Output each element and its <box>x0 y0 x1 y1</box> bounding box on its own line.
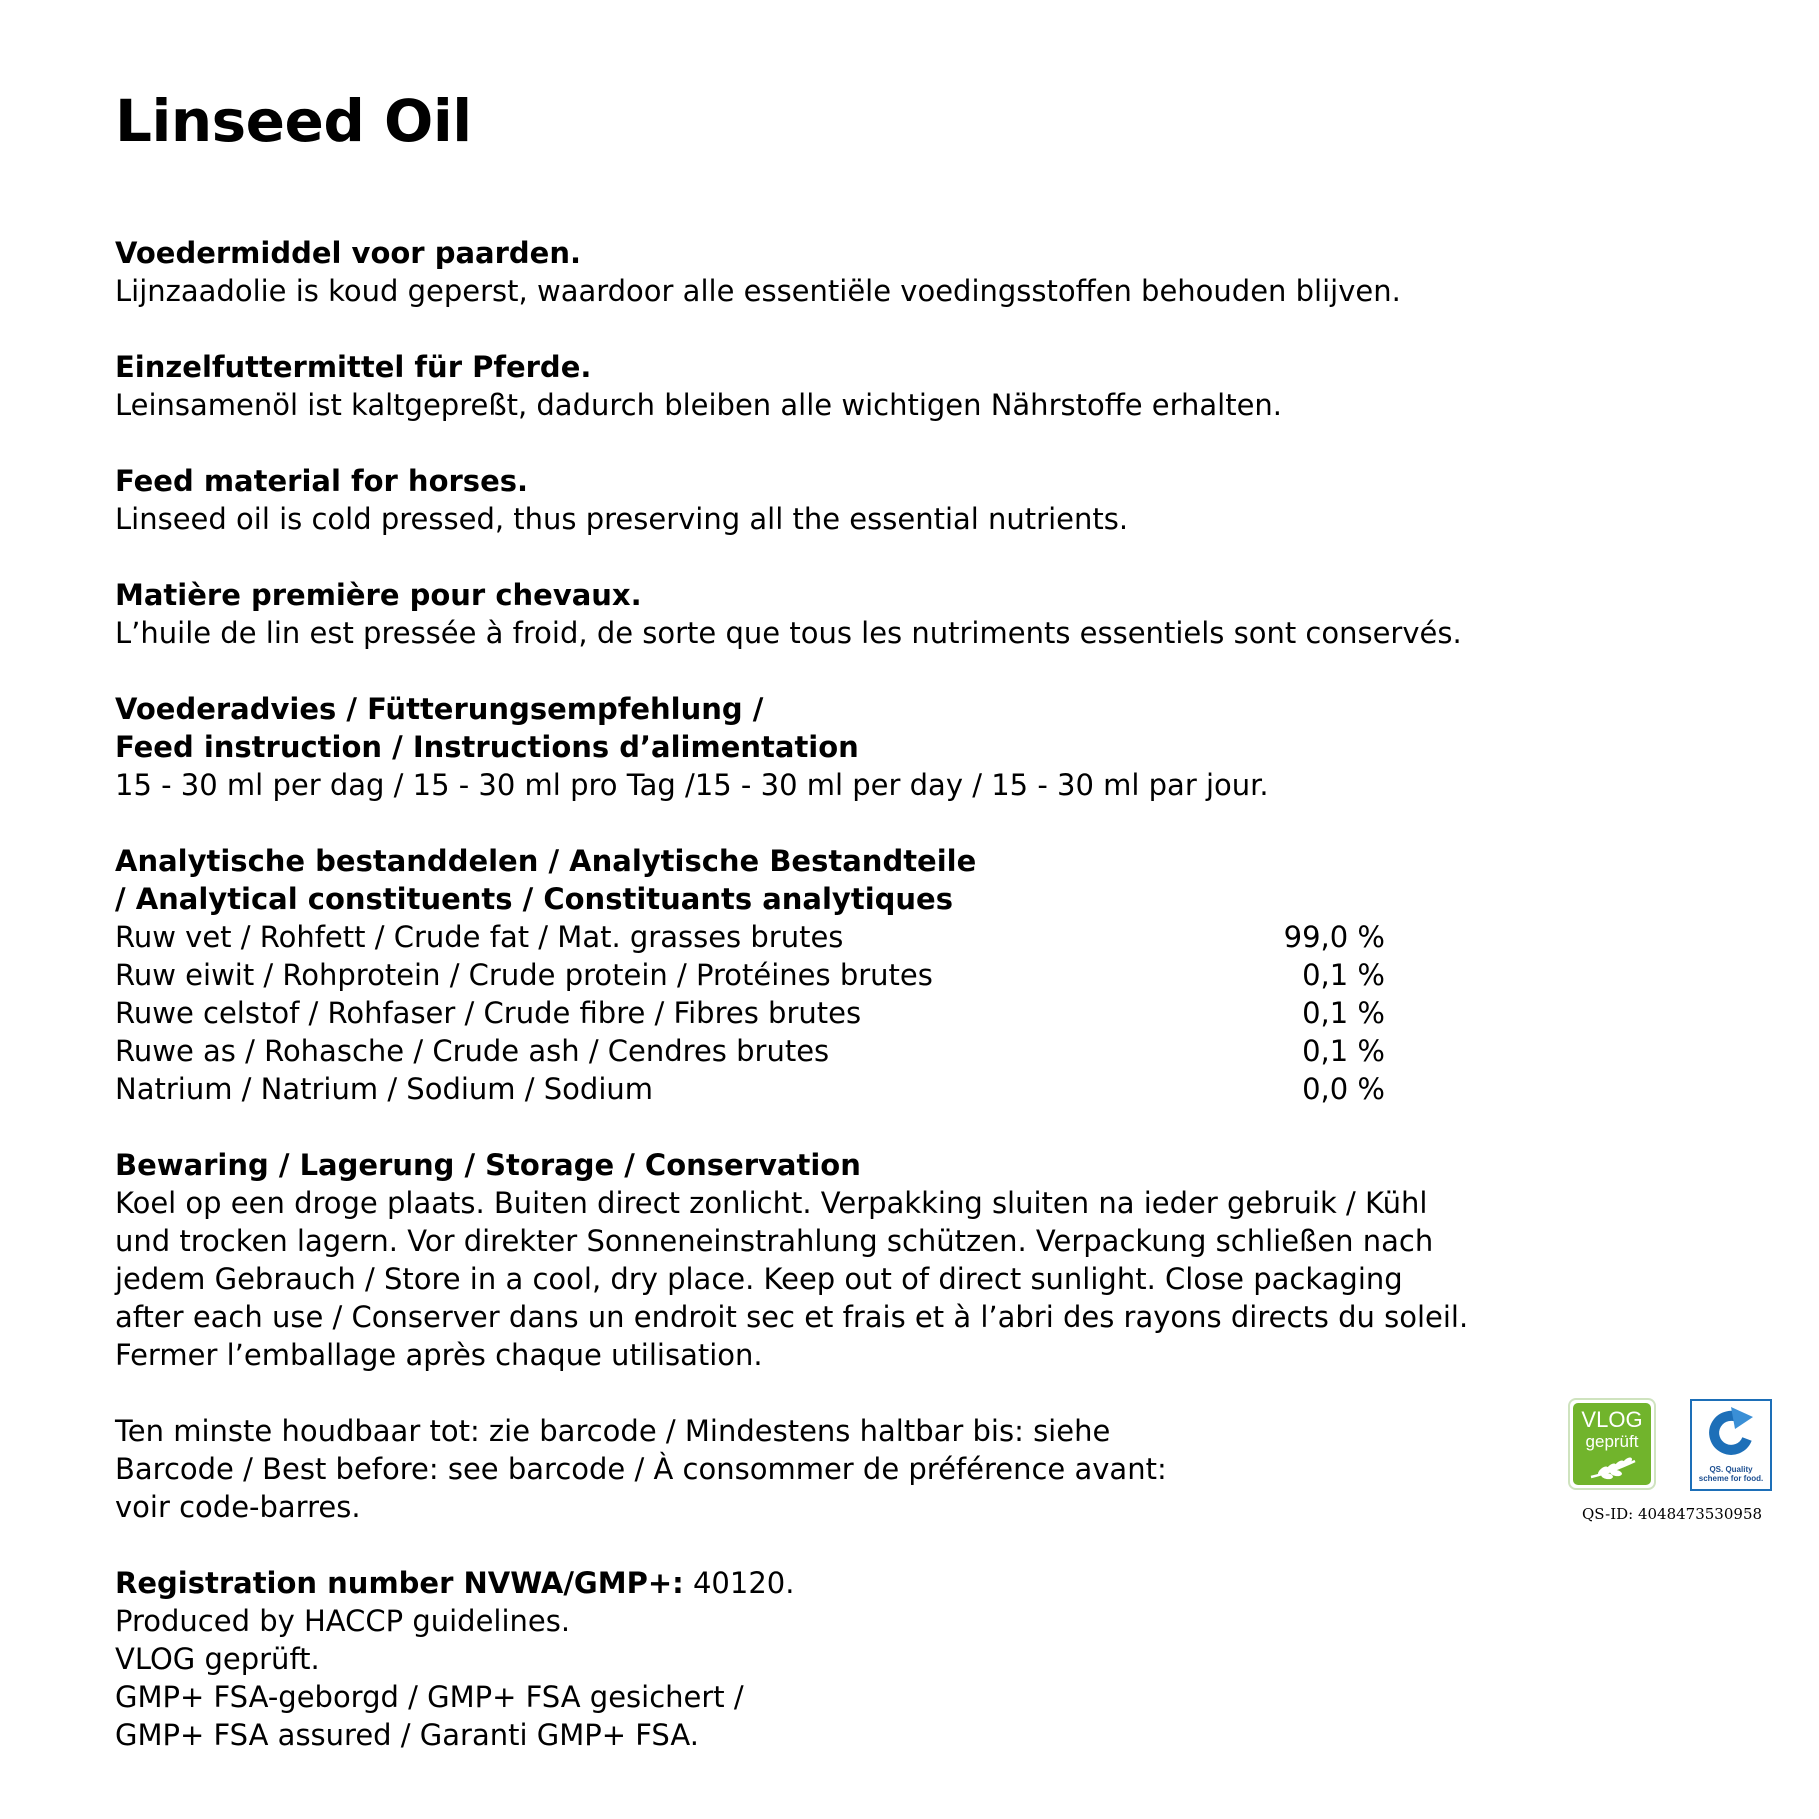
registration-number-line <box>115 1564 1385 1602</box>
feed-heading-line-1: Voederadvies / Fütterungsempfehlung / <box>115 692 764 726</box>
section-analytical-constituents <box>115 842 1385 1108</box>
feed-heading-line-2: Feed instruction / Instructions d’alimentation <box>115 730 859 764</box>
section-french <box>115 576 1462 652</box>
vlog-logo <box>1568 1398 1656 1490</box>
storage-line: und trocken lagern. Vor direkter Sonneneinstrahlung schützen. Verpackung schließen nach <box>115 1224 1434 1258</box>
section-text: Linseed oil is cold pressed, thus preserving all the essential nutrients. <box>115 502 1129 536</box>
section-heading: Einzelfuttermittel für Pferde. <box>115 350 592 384</box>
qs-logo <box>1690 1399 1772 1491</box>
qs-caption-line: scheme for food. <box>1698 1474 1764 1483</box>
section-german <box>115 348 1385 424</box>
storage-line: jedem Gebrauch / Store in a cool, dry place. Keep out of direct sunlight. Close packaging <box>115 1262 1403 1296</box>
nutrient-value: 0,1 % <box>1302 996 1385 1030</box>
section-heading: Feed material for horses. <box>115 464 529 498</box>
nutrient-label: Ruwe celstof / Rohfaser / Crude fibre / Fibres brutes <box>115 996 862 1030</box>
storage-line: after each use / Conserver dans un endroit sec et frais et à l’abri des rayons directs du soleil. <box>115 1300 1469 1334</box>
nutrient-label: Ruw vet / Rohfett / Crude fat / Mat. grasses brutes <box>115 920 844 954</box>
analytical-heading-line-1: Analytische bestanddelen / Analytische Bestandteile <box>115 844 977 878</box>
qs-arrow-icon <box>1701 1405 1761 1463</box>
registration-line: VLOG geprüft. <box>115 1642 320 1676</box>
best-before-line: Ten minste houdbaar tot: zie barcode / Mindestens haltbar bis: siehe <box>115 1414 1111 1448</box>
page-title: Linseed Oil <box>115 87 472 155</box>
section-heading: Matière première pour chevaux. <box>115 578 642 612</box>
nutrient-row-sodium <box>115 1070 1385 1108</box>
feed-text: 15 - 30 ml per dag / 15 - 30 ml pro Tag /15 - 30 ml per day / 15 - 30 ml par jour. <box>115 768 1269 802</box>
nutrient-label: Ruwe as / Rohasche / Crude ash / Cendres brutes <box>115 1034 830 1068</box>
nutrient-value: 0,1 % <box>1302 958 1385 992</box>
registration-line: GMP+ FSA assured / Garanti GMP+ FSA. <box>115 1718 699 1752</box>
nutrient-value: 0,0 % <box>1302 1072 1385 1106</box>
best-before-line: voir code-barres. <box>115 1490 361 1524</box>
nutrient-row-crude-ash <box>115 1032 1385 1070</box>
storage-line: Fermer l’emballage après chaque utilisation. <box>115 1338 763 1372</box>
section-feed-instruction <box>115 690 1385 804</box>
vlog-logo-subtext: geprüft <box>1585 1432 1639 1451</box>
nutrient-row-crude-fibre <box>115 994 1385 1032</box>
section-text: L’huile de lin est pressée à froid, de sorte que tous les nutriments essentiels sont conservés. <box>115 616 1462 650</box>
nutrient-label: Natrium / Natrium / Sodium / Sodium <box>115 1072 654 1106</box>
nutrient-row-crude-fat <box>115 918 1385 956</box>
nutrient-value: 99,0 % <box>1283 920 1385 954</box>
vlog-logo-text: VLOG <box>1581 1407 1643 1432</box>
section-registration <box>115 1564 1385 1754</box>
qs-caption-line: QS. Quality <box>1709 1465 1753 1474</box>
section-heading: Voedermiddel voor paarden. <box>115 236 581 270</box>
qs-id: QS-ID: 4048473530958 <box>1582 1505 1763 1523</box>
section-dutch <box>115 234 1401 310</box>
registration-line: GMP+ FSA-geborgd / GMP+ FSA gesichert / <box>115 1680 744 1714</box>
nutrient-value: 0,1 % <box>1302 1034 1385 1068</box>
storage-heading: Bewaring / Lagerung / Storage / Conservation <box>115 1148 861 1182</box>
registration-label: Registration number NVWA/GMP+: <box>115 1566 684 1600</box>
section-storage <box>115 1146 1469 1374</box>
registration-number: 40120. <box>692 1566 795 1600</box>
storage-line: Koel op een droge plaats. Buiten direct zonlicht. Verpakking sluiten na ieder gebruik / Kühl <box>115 1186 1428 1220</box>
analytical-heading-line-2: / Analytical constituents / Constituants analytiques <box>115 882 953 916</box>
nutrient-row-crude-protein <box>115 956 1385 994</box>
section-english <box>115 462 1385 538</box>
best-before-line: Barcode / Best before: see barcode / À consommer de préférence avant: <box>115 1452 1167 1486</box>
qs-caption <box>1692 1465 1770 1483</box>
label-content <box>115 234 1469 1754</box>
section-best-before <box>115 1412 1385 1526</box>
wheat-icon <box>1589 1457 1639 1481</box>
section-text: Leinsamenöl ist kaltgepreßt, dadurch bleiben alle wichtigen Nährstoffe erhalten. <box>115 388 1283 422</box>
section-text: Lijnzaadolie is koud geperst, waardoor alle essentiële voedingsstoffen behouden blijven. <box>115 274 1401 308</box>
registration-line: Produced by HACCP guidelines. <box>115 1604 571 1638</box>
nutrient-label: Ruw eiwit / Rohprotein / Crude protein / Protéines brutes <box>115 958 933 992</box>
